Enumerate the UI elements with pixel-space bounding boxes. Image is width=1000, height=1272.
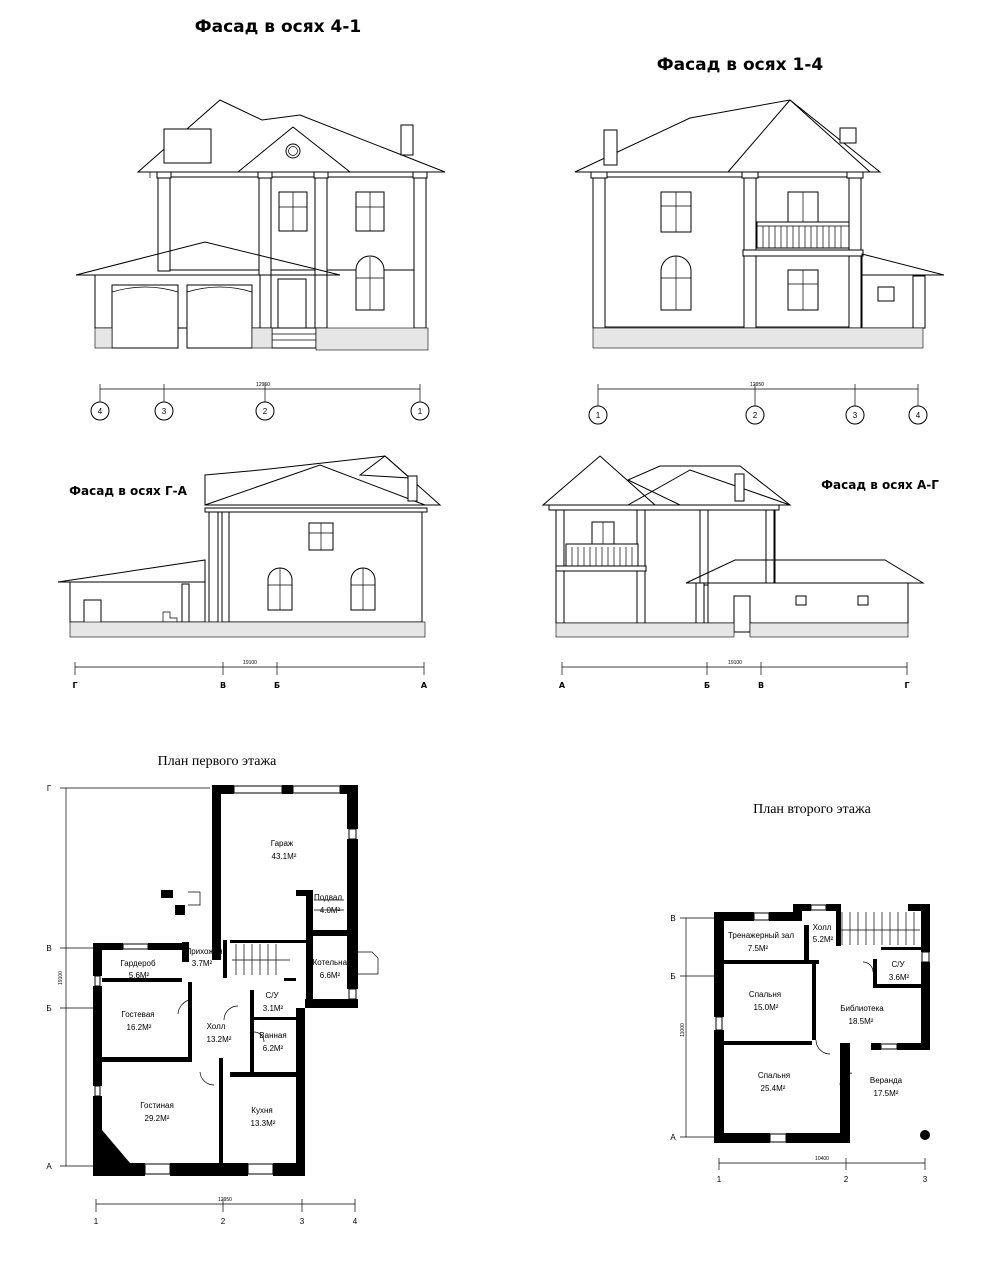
plan2-veranda-name: Веранда [869, 1076, 903, 1085]
facade-4-1-axis-2: 2 [262, 407, 268, 416]
facade-a-g-axis-v: В [757, 681, 765, 690]
plan2-gym-area: 7.5М² [747, 944, 769, 953]
facade-a-g-axis-a: А [558, 681, 566, 690]
plan2-hall-area: 5.2М² [812, 935, 834, 944]
plan2-axis-v: В [670, 914, 676, 923]
plan2-dim-vertical: 11000 [680, 1023, 686, 1037]
plan-second-floor-title: План второго этажа [753, 802, 871, 817]
plan-second-floor [670, 802, 930, 1184]
plan2-bed2-name: Спальня [757, 1071, 791, 1080]
plan1-axis-g: Г [46, 784, 52, 793]
plan1-kitchen-area: 13.3М² [250, 1119, 276, 1128]
facade-a-g-axis-b: Б [703, 681, 711, 690]
facade-1-4 [575, 55, 944, 424]
plan2-axis-2: 2 [843, 1175, 849, 1184]
plan2-gym-name: Тренажерный зал [727, 931, 795, 940]
plan1-hall-name: Холл [206, 1022, 226, 1031]
plan1-entry-name: Прихожая [185, 947, 223, 956]
plan1-bath-area: 6.2М² [262, 1044, 284, 1053]
plan1-hall-area: 13.2М² [206, 1035, 232, 1044]
plan1-guest-area: 16.2М² [126, 1023, 152, 1032]
facade-g-a-dimension: 19100 [243, 660, 257, 666]
plan1-wardrobe-area: 5.6М² [128, 971, 150, 980]
facade-1-4-axis-4: 4 [915, 411, 921, 420]
plan2-wc-area: 3.6М² [888, 973, 910, 982]
plan1-bath-name: Ванная [259, 1031, 287, 1040]
plan2-veranda-area: 17.5М² [873, 1089, 899, 1098]
plan2-library-area: 18.5М² [848, 1017, 874, 1026]
plan1-axis-3: 3 [299, 1217, 305, 1226]
plan2-library-name: Библиотека [840, 1004, 884, 1013]
plan2-axis-1: 1 [716, 1175, 722, 1184]
plan1-living-name: Гостиная [140, 1101, 174, 1110]
facade-1-4-title: Фасад в осях 1-4 [656, 55, 824, 75]
plan2-axis-a: А [670, 1133, 676, 1142]
plan2-bed1-area: 15.0М² [753, 1003, 779, 1012]
plan2-axis-b: Б [670, 972, 676, 981]
plan2-bed2-area: 25.4М² [760, 1084, 786, 1093]
facade-4-1-axis-1: 1 [417, 407, 423, 416]
plan2-wc-name: С/У [891, 960, 905, 969]
plan2-hall-name: Холл [812, 923, 832, 932]
plan2-axis-3: 3 [922, 1175, 928, 1184]
facade-g-a [58, 456, 440, 690]
plan1-wc-area: 3.1М² [262, 1004, 284, 1013]
facade-a-g-axis-g: Г [904, 681, 910, 690]
plan1-kitchen-name: Кухня [251, 1106, 273, 1115]
plan1-boiler-area: 6.6М² [319, 971, 341, 980]
facade-a-g [543, 456, 939, 690]
plan-first-floor [46, 754, 378, 1226]
facade-1-4-axis-1: 1 [595, 411, 601, 420]
plan-first-floor-title: План первого этажа [157, 754, 277, 769]
plan1-dim-vertical: 19100 [58, 971, 64, 985]
facade-4-1-dimension: 12950 [256, 382, 270, 388]
plan1-axis-4: 4 [352, 1217, 358, 1226]
plan1-axis-b: Б [46, 1004, 52, 1013]
facade-g-a-axis-b: Б [273, 681, 281, 690]
plan1-living-area: 29.2М² [144, 1114, 170, 1123]
plan1-dim-horizontal: 12950 [218, 1197, 232, 1203]
facade-1-4-axis-2: 2 [752, 411, 758, 420]
plan1-wardrobe-name: Гардероб [120, 959, 156, 968]
plan1-axis-v: В [46, 944, 52, 953]
facade-a-g-dimension: 19100 [728, 660, 742, 666]
facade-4-1-title: Фасад в осях 4-1 [194, 17, 362, 37]
plan1-basement-area: 4.0М² [319, 906, 341, 915]
facade-g-a-axis-g: Г [72, 681, 78, 690]
plan2-dim-horizontal: 10400 [815, 1156, 829, 1162]
facade-g-a-axis-v: В [219, 681, 227, 690]
plan1-axis-1: 1 [93, 1217, 99, 1226]
plan1-axis-2: 2 [220, 1217, 226, 1226]
plan1-wc-name: С/У [265, 991, 279, 1000]
plan1-basement-name: Подвал [314, 893, 342, 902]
facade-4-1-axis-3: 3 [161, 407, 167, 416]
facade-a-g-title: Фасад в осях А-Г [821, 478, 939, 492]
plan1-garage-name: Гараж [270, 839, 294, 848]
plan2-bed1-name: Спальня [748, 990, 782, 999]
facade-g-a-axis-a: А [420, 681, 428, 690]
facade-g-a-title: Фасад в осях Г-А [69, 484, 187, 498]
plan1-garage-area: 43.1М² [271, 852, 297, 861]
plan1-axis-a: А [46, 1162, 52, 1171]
facade-1-4-dimension: 12950 [750, 382, 764, 388]
plan1-guest-name: Гостевая [121, 1010, 155, 1019]
plan1-entry-area: 3.7М² [191, 959, 213, 968]
facade-4-1-axis-4: 4 [97, 407, 103, 416]
plan1-boiler-name: Котельная [312, 958, 352, 967]
facade-4-1 [76, 17, 445, 420]
facade-1-4-axis-3: 3 [852, 411, 858, 420]
